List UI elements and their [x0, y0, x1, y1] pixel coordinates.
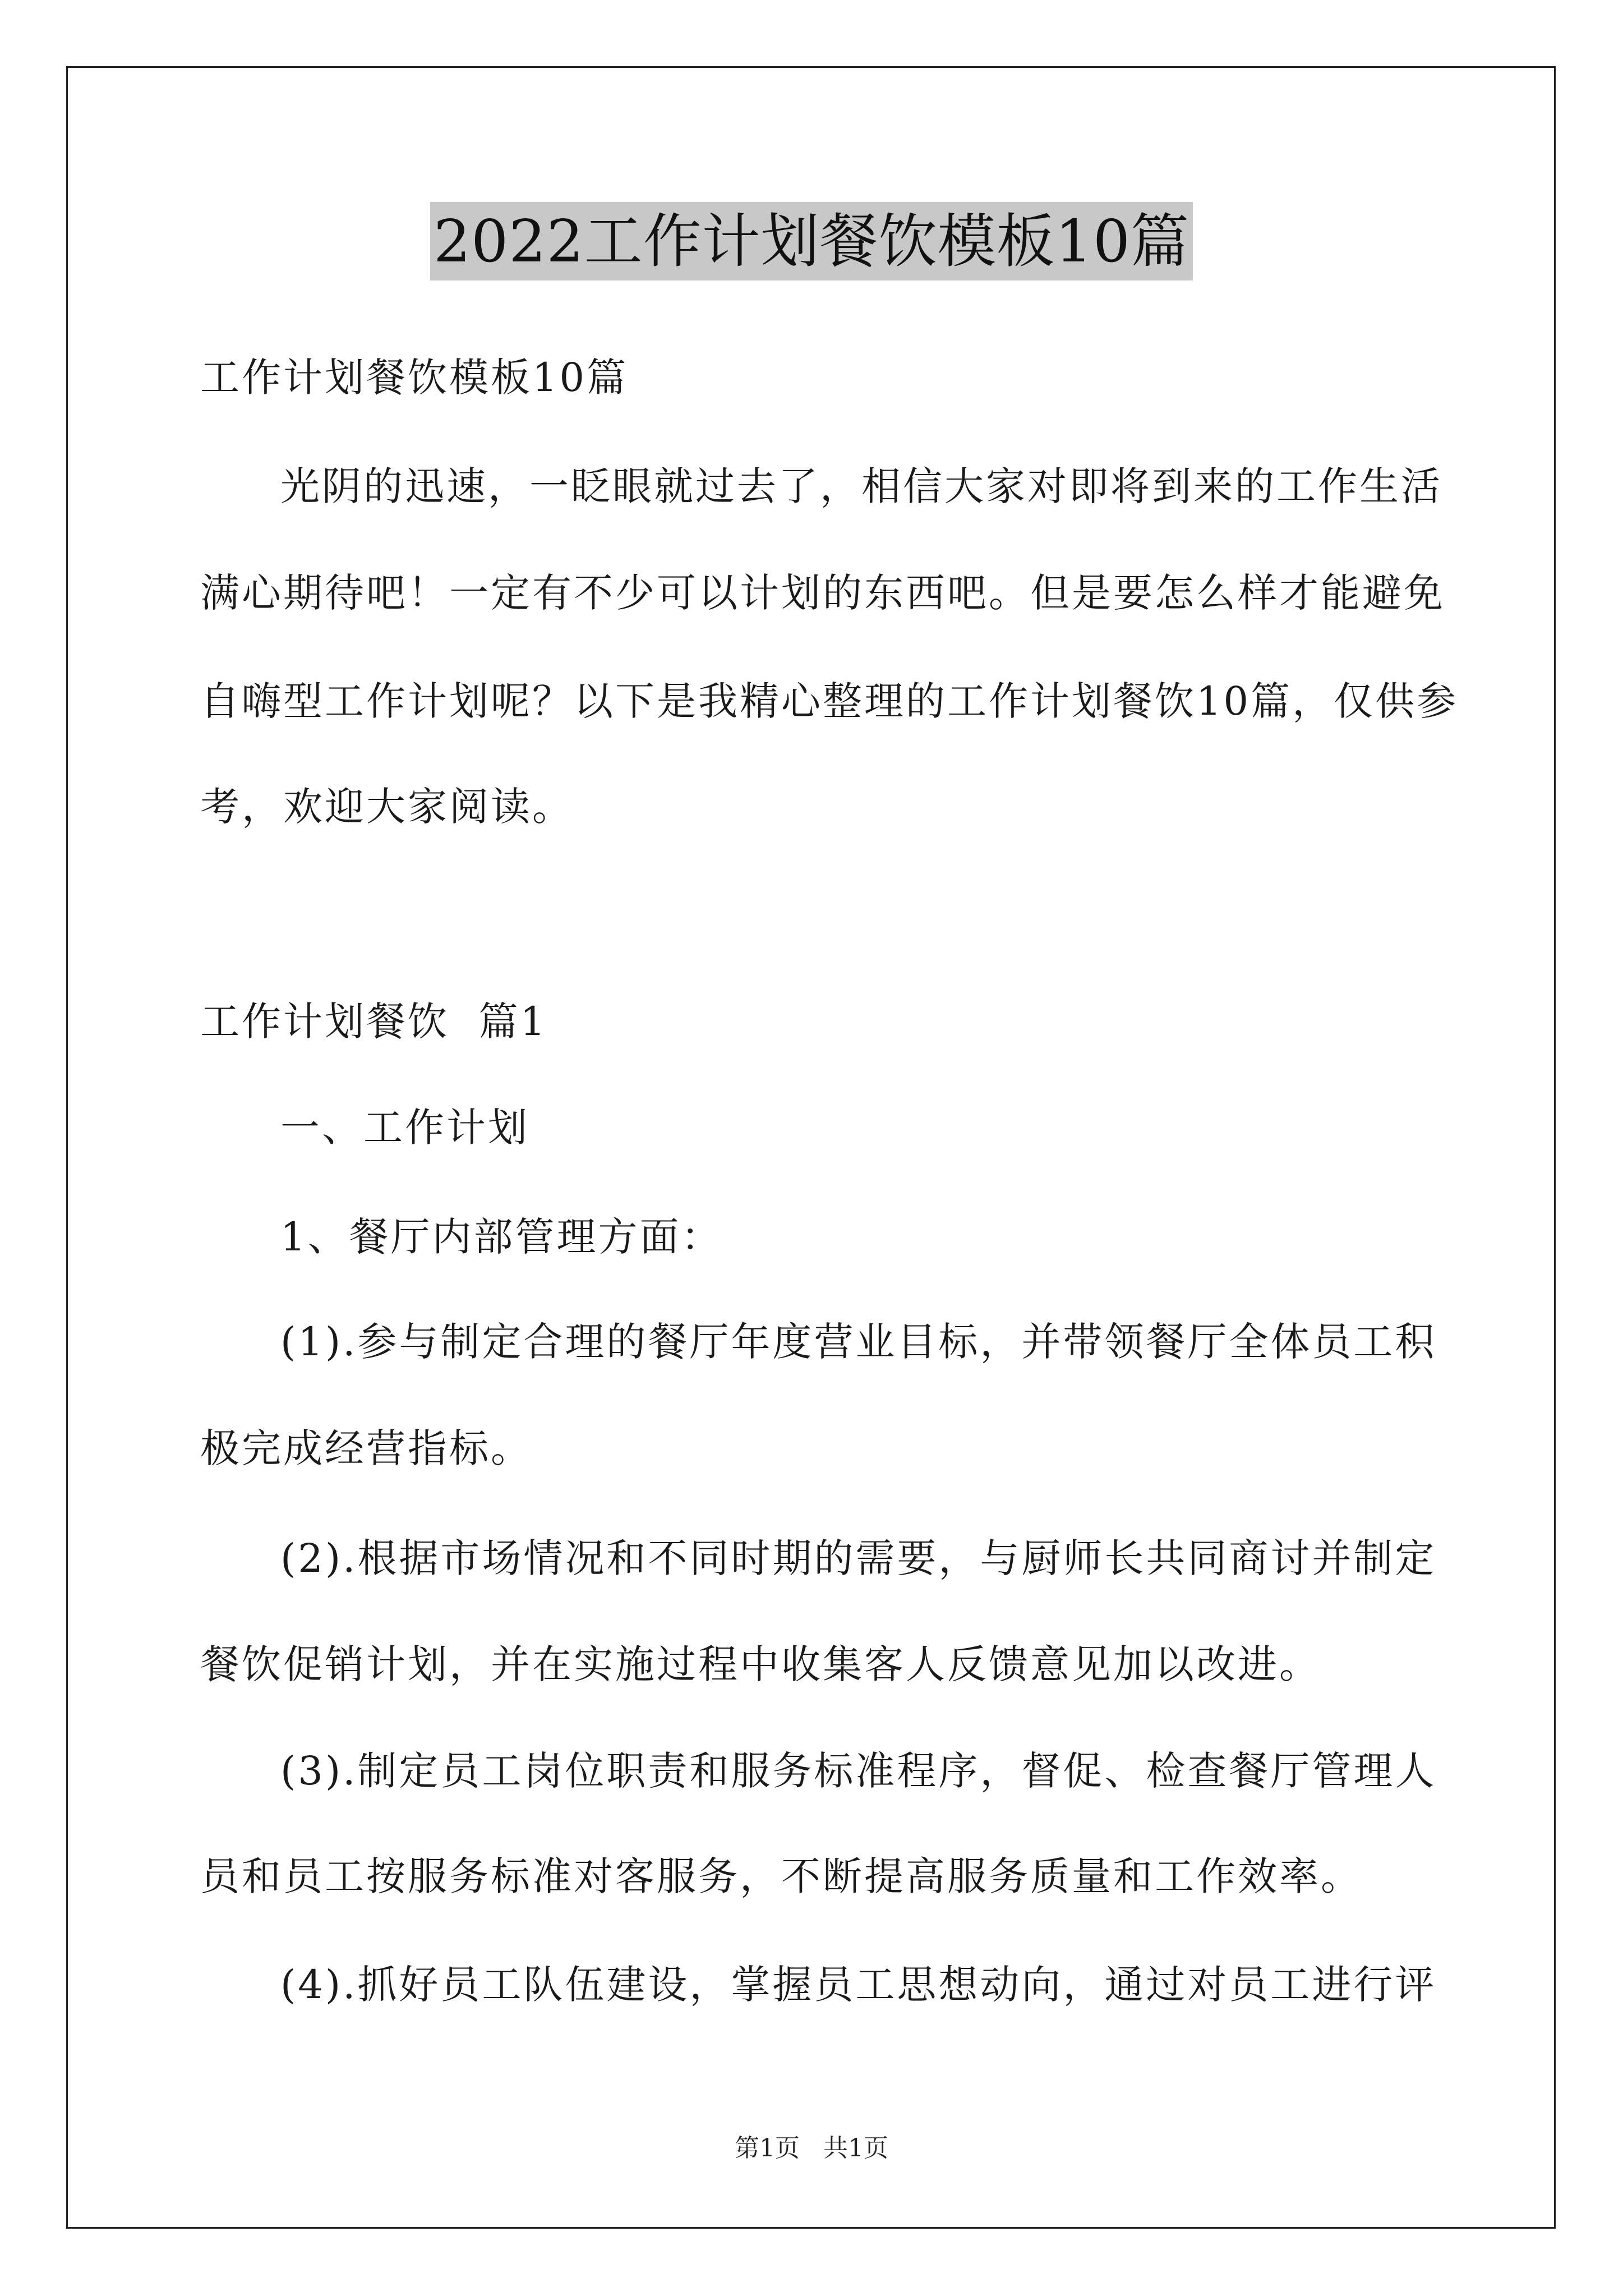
section-heading: 工作计划餐饮 篇1 [200, 999, 548, 1045]
paragraph-line: 餐饮促销计划，并在实施过程中收集客人反馈意见加以改进。 [200, 1641, 1321, 1687]
paragraph-line: (2).根据市场情况和不同时期的需要，与厨师长共同商讨并制定 [280, 1535, 1437, 1581]
paragraph-line: 员和员工按服务标准对客服务，不断提高服务质量和工作效率。 [200, 1853, 1362, 1899]
part-heading: 一、工作计划 [280, 1105, 529, 1151]
item-heading: 1、餐厅内部管理方面： [280, 1214, 723, 1260]
intro-line-2: 满心期待吧！一定有不少可以计划的东西吧。但是要怎么样才能避免 [200, 570, 1445, 616]
intro-line-3: 自嗨型工作计划呢？以下是我精心整理的工作计划餐饮10篇，仅供参 [200, 678, 1459, 724]
intro-line-4: 考，欢迎大家阅读。 [200, 784, 574, 830]
document-title: 2022工作计划餐饮模板10篇 [430, 202, 1193, 280]
intro-line-1: 光阴的迅速，一眨眼就过去了，相信大家对即将到来的工作生活 [280, 463, 1442, 509]
title-container [0, 202, 1623, 280]
page-footer: 第1页 共1页 [735, 2134, 888, 2162]
paragraph-line: (1).参与制定合理的餐厅年度营业目标，并带领餐厅全体员工积 [280, 1319, 1437, 1365]
document-subtitle: 工作计划餐饮模板10篇 [200, 355, 629, 401]
paragraph-line: 极完成经营指标。 [200, 1425, 532, 1471]
paragraph-line: (3).制定员工岗位职责和服务标准程序，督促、检查餐厅管理人 [280, 1748, 1437, 1794]
paragraph-line: (4).抓好员工队伍建设，掌握员工思想动向，通过对员工进行评 [280, 1962, 1437, 2008]
